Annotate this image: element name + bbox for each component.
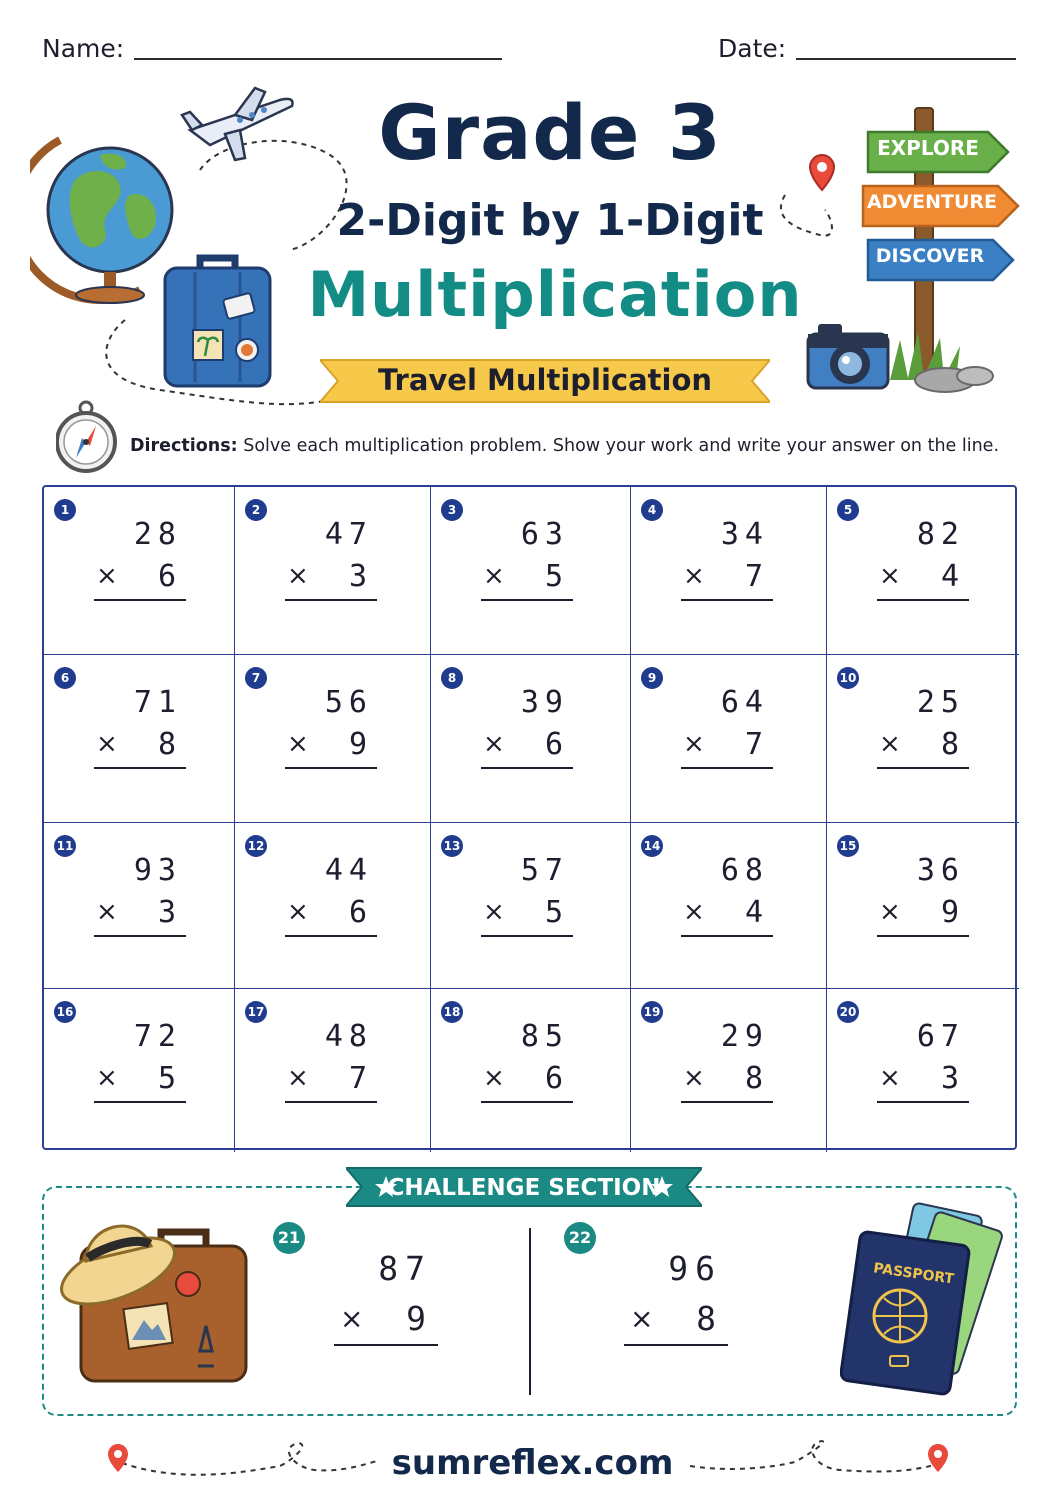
- problem-number: 8: [441, 667, 463, 689]
- times-sign: ×: [287, 897, 309, 927]
- times-sign: ×: [340, 1302, 364, 1335]
- passport-label: PASSPORT: [872, 1260, 955, 1288]
- problem-number: 1: [54, 499, 76, 521]
- date-label: Date:: [718, 34, 787, 63]
- problem-cell: [44, 655, 235, 823]
- multiplier: 3: [348, 559, 367, 594]
- multiplication-problem: [287, 683, 377, 769]
- multiplicand: 96: [668, 1249, 722, 1288]
- problem-number: 6: [54, 667, 76, 689]
- multiplier: 3: [940, 1061, 959, 1096]
- problem-number: 22: [564, 1222, 596, 1254]
- times-sign: ×: [683, 1063, 705, 1093]
- problem-number: 17: [245, 1001, 267, 1023]
- multiplication-problem: [483, 515, 573, 601]
- problem-cell: [44, 823, 235, 989]
- answer-line[interactable]: [681, 599, 773, 601]
- directions-body: Solve each multiplication problem. Show your work and write your answer on the line.: [237, 436, 1000, 456]
- problem-cell: [631, 989, 827, 1152]
- multiplication-problem: [96, 1017, 186, 1103]
- problem-grid: [42, 485, 1017, 1150]
- page-topic: Multiplication: [307, 258, 803, 331]
- answer-line[interactable]: [877, 599, 969, 601]
- problem-number: 13: [441, 835, 463, 857]
- problem-cell: [235, 487, 431, 655]
- problem-number: 9: [641, 667, 663, 689]
- answer-line[interactable]: [481, 935, 573, 937]
- times-sign: ×: [683, 729, 705, 759]
- multiplier: 3: [157, 895, 176, 930]
- problem-cell: [44, 487, 235, 655]
- problem-cell: [431, 655, 631, 823]
- problem-cell: [631, 487, 827, 655]
- multiplicand: 25: [916, 685, 965, 720]
- multiplicand: 28: [133, 517, 182, 552]
- multiplier: 6: [348, 895, 367, 930]
- multiplication-problem: [287, 515, 377, 601]
- problem-cell: [631, 823, 827, 989]
- multiplicand: 68: [720, 853, 769, 888]
- times-sign: ×: [96, 729, 118, 759]
- challenge-problem-21: [334, 1244, 438, 1346]
- multiplication-problem: [483, 851, 573, 937]
- times-sign: ×: [287, 729, 309, 759]
- multiplier: 6: [544, 1061, 563, 1096]
- multiplier: 9: [940, 895, 959, 930]
- problem-cell: [827, 655, 1019, 823]
- camera-icon: [808, 324, 888, 388]
- multiplicand: 72: [133, 1019, 182, 1054]
- multiplicand: 93: [133, 853, 182, 888]
- date-field-line[interactable]: [796, 58, 1016, 60]
- problem-cell: [235, 823, 431, 989]
- multiplier: 4: [744, 895, 763, 930]
- times-sign: ×: [96, 1063, 118, 1093]
- times-sign: ×: [879, 729, 901, 759]
- multiplier: 6: [157, 559, 176, 594]
- multiplier: 8: [744, 1061, 763, 1096]
- multiplication-problem: [683, 1017, 773, 1103]
- multiplication-problem: [683, 851, 773, 937]
- multiplicand: 63: [520, 517, 569, 552]
- multiplier: 7: [744, 727, 763, 762]
- name-field-line[interactable]: [134, 58, 502, 60]
- multiplicand: 64: [720, 685, 769, 720]
- multiplier: 9: [348, 727, 367, 762]
- answer-line[interactable]: [681, 1101, 773, 1103]
- answer-line[interactable]: [285, 767, 377, 769]
- problem-cell: [827, 989, 1019, 1152]
- times-sign: ×: [483, 897, 505, 927]
- multiplication-problem: [96, 851, 186, 937]
- multiplication-problem: [683, 515, 773, 601]
- name-date-row: [42, 30, 1017, 70]
- problem-number: 14: [641, 835, 663, 857]
- multiplication-problem: [483, 683, 573, 769]
- problem-cell: [44, 989, 235, 1152]
- multiplicand: 36: [916, 853, 965, 888]
- multiplication-problem: [287, 851, 377, 937]
- answer-line[interactable]: [681, 767, 773, 769]
- answer-line[interactable]: [877, 935, 969, 937]
- page-title: Grade 3: [378, 88, 722, 177]
- multiplication-problem: [96, 515, 186, 601]
- problem-cell: [235, 989, 431, 1152]
- challenge-divider: [529, 1228, 531, 1395]
- directions-label: Directions:: [130, 436, 238, 456]
- answer-line[interactable]: [877, 1101, 969, 1103]
- multiplier: 9: [406, 1299, 426, 1338]
- multiplicand: 48: [324, 1019, 373, 1054]
- times-sign: ×: [287, 1063, 309, 1093]
- problem-number: 21: [273, 1222, 305, 1254]
- problem-number: 16: [54, 1001, 76, 1023]
- multiplication-problem: [96, 683, 186, 769]
- multiplicand: 57: [520, 853, 569, 888]
- times-sign: ×: [483, 1063, 505, 1093]
- problem-cell: [431, 487, 631, 655]
- problem-number: 20: [837, 1001, 859, 1023]
- times-sign: ×: [96, 897, 118, 927]
- passport-icon: [840, 1231, 970, 1395]
- answer-line[interactable]: [877, 767, 969, 769]
- multiplicand: 71: [133, 685, 182, 720]
- problem-cell: [827, 487, 1019, 655]
- times-sign: ×: [96, 561, 118, 591]
- problem-number: 12: [245, 835, 267, 857]
- multiplicand: 85: [520, 1019, 569, 1054]
- problem-cell: [235, 655, 431, 823]
- directions: [56, 400, 1016, 474]
- multiplier: 5: [544, 559, 563, 594]
- problem-number: 4: [641, 499, 663, 521]
- answer-line[interactable]: [481, 599, 573, 601]
- multiplier: 8: [157, 727, 176, 762]
- answer-line[interactable]: [285, 935, 377, 937]
- problem-cell: [827, 823, 1019, 989]
- compass-icon: [56, 400, 122, 474]
- multiplicand: 67: [916, 1019, 965, 1054]
- answer-line[interactable]: [94, 935, 186, 937]
- problem-cell: [631, 655, 827, 823]
- multiplier: 8: [940, 727, 959, 762]
- multiplication-problem: [879, 683, 969, 769]
- multiplication-problem: [483, 1017, 573, 1103]
- multiplier: 6: [544, 727, 563, 762]
- page-subtitle: 2-Digit by 1-Digit: [336, 195, 764, 246]
- multiplicand: 47: [324, 517, 373, 552]
- answer-line[interactable]: [285, 599, 377, 601]
- times-sign: ×: [683, 561, 705, 591]
- multiplier: 5: [544, 895, 563, 930]
- multiplication-problem: [879, 515, 969, 601]
- multiplicand: 44: [324, 853, 373, 888]
- answer-line[interactable]: [285, 1101, 377, 1103]
- challenge-title: CHALLENGE SECTION: [387, 1175, 661, 1201]
- answer-line[interactable]: [681, 935, 773, 937]
- answer-line[interactable]: [94, 767, 186, 769]
- directions-text: [130, 436, 999, 456]
- answer-line[interactable]: [481, 767, 573, 769]
- times-sign: ×: [483, 561, 505, 591]
- footer-path-right: [690, 1438, 960, 1483]
- multiplicand: 87: [378, 1249, 432, 1288]
- footer: [0, 1438, 1055, 1488]
- challenge-banner: [346, 1164, 702, 1210]
- passport-illustration: [840, 1198, 1010, 1403]
- problem-number: 7: [245, 667, 267, 689]
- multiplication-problem: [879, 851, 969, 937]
- problem-number: 19: [641, 1001, 663, 1023]
- problem-cell: [431, 989, 631, 1152]
- multiplicand: 56: [324, 685, 373, 720]
- times-sign: ×: [879, 1063, 901, 1093]
- answer-line[interactable]: [624, 1344, 728, 1346]
- answer-line[interactable]: [94, 599, 186, 601]
- sign-adventure-label: ADVENTURE: [866, 191, 998, 213]
- multiplier: 5: [157, 1061, 176, 1096]
- suitcase-hat-illustration: [56, 1206, 256, 1396]
- times-sign: ×: [683, 897, 705, 927]
- problem-number: 5: [837, 499, 859, 521]
- problem-number: 15: [837, 835, 859, 857]
- multiplicand: 34: [720, 517, 769, 552]
- sign-discover-label: DISCOVER: [875, 245, 985, 267]
- multiplicand: 39: [520, 685, 569, 720]
- times-sign: ×: [879, 897, 901, 927]
- multiplicand: 82: [916, 517, 965, 552]
- times-sign: ×: [630, 1302, 654, 1335]
- problem-number: 2: [245, 499, 267, 521]
- answer-line[interactable]: [481, 1101, 573, 1103]
- multiplication-problem: [287, 1017, 377, 1103]
- answer-line[interactable]: [334, 1344, 438, 1346]
- multiplier: 7: [744, 559, 763, 594]
- problem-cell: [431, 823, 631, 989]
- multiplication-problem: [879, 1017, 969, 1103]
- multiplicand: 29: [720, 1019, 769, 1054]
- answer-line[interactable]: [94, 1101, 186, 1103]
- multiplier: 7: [348, 1061, 367, 1096]
- sign-explore-label: EXPLORE: [877, 136, 979, 160]
- problem-number: 3: [441, 499, 463, 521]
- multiplier: 4: [940, 559, 959, 594]
- multiplier: 8: [696, 1299, 716, 1338]
- multiplication-problem: [683, 683, 773, 769]
- challenge-problem-22: [624, 1244, 728, 1346]
- problem-number: 11: [54, 835, 76, 857]
- times-sign: ×: [483, 729, 505, 759]
- ribbon-label: Travel Multiplication: [377, 363, 713, 397]
- times-sign: ×: [879, 561, 901, 591]
- problem-number: 10: [837, 667, 859, 689]
- problem-number: 18: [441, 1001, 463, 1023]
- name-label: Name:: [42, 34, 125, 63]
- times-sign: ×: [287, 561, 309, 591]
- site-url: sumreflex.com: [391, 1443, 674, 1483]
